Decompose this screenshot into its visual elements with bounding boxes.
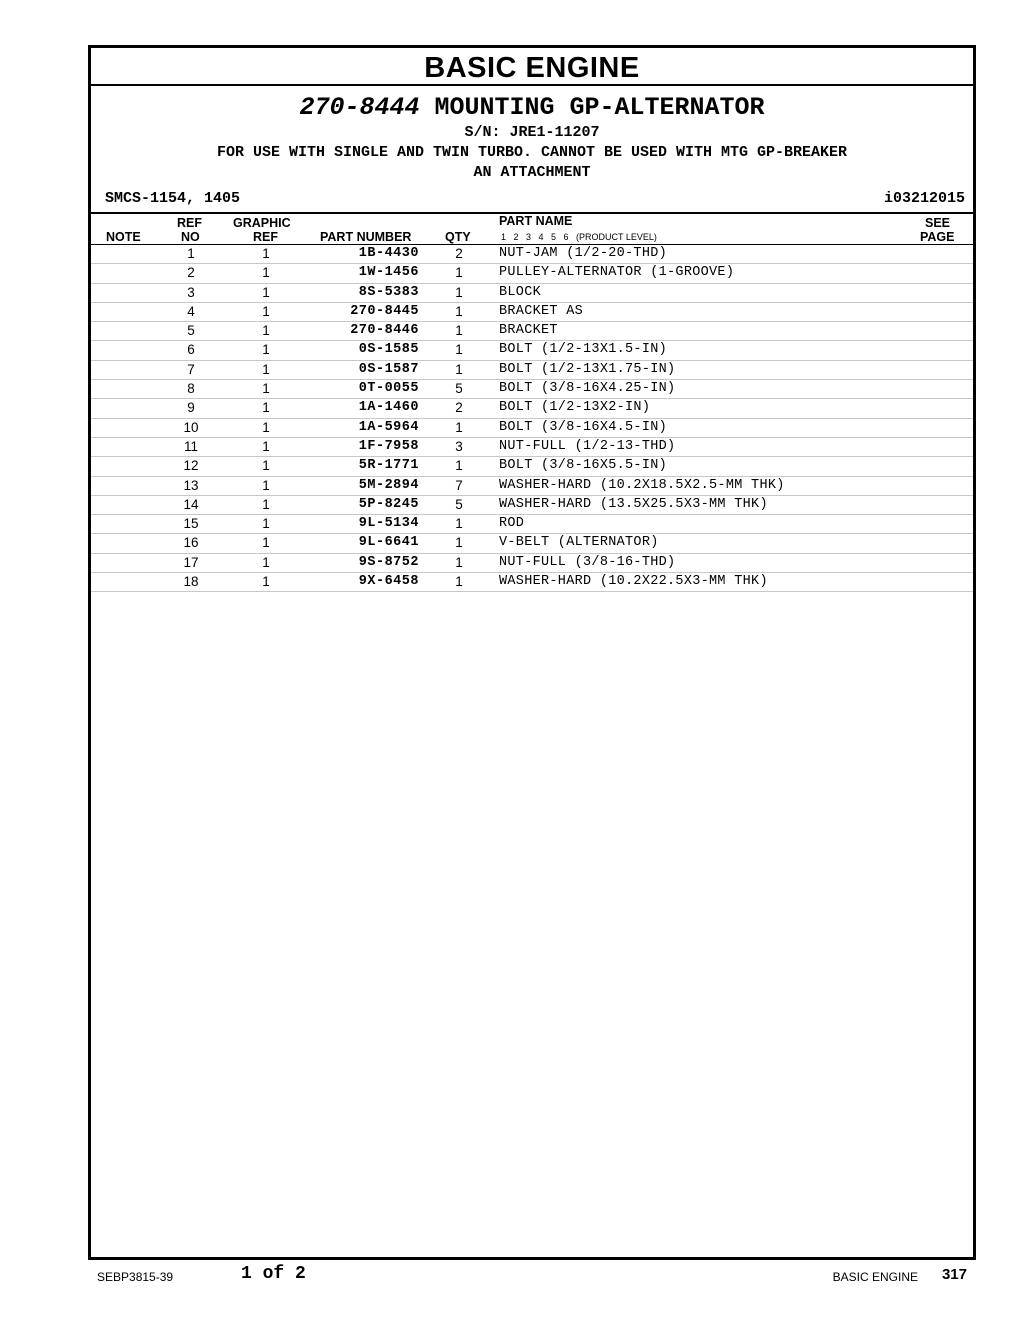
graphic-ref: 1 [262,284,270,300]
part-name: BOLT (3/8-16X4.25-IN) [499,381,676,397]
table-row [91,264,973,283]
ref-no: 1 [187,246,195,261]
group-title [91,93,973,123]
col-graphic-bottom: REF [253,230,278,244]
quantity: 1 [455,458,463,474]
ref-no: 7 [187,361,195,377]
part-name: BOLT (1/2-13X1.5-IN) [499,342,668,358]
part-number: 1W-1456 [358,265,419,281]
quantity: 1 [455,535,463,551]
ref-no: 6 [187,342,195,358]
graphic-ref: 1 [262,535,270,551]
page-frame [88,45,976,1260]
table-row [91,284,973,303]
quantity: 3 [455,438,463,454]
graphic-ref: 1 [262,400,270,416]
graphic-ref: 1 [262,516,270,532]
graphic-ref: 1 [262,574,270,590]
ref-no: 12 [183,458,199,474]
usage-note-line2: AN ATTACHMENT [473,164,591,181]
ref-no: 11 [183,438,198,454]
graphic-ref: 1 [262,246,270,261]
part-name: WASHER-HARD (13.5X25.5X3-MM THK) [499,496,768,512]
quantity: 1 [455,342,463,358]
graphic-ref: 1 [262,477,270,493]
part-name: NUT-JAM (1/2-20-THD) [499,246,668,261]
ref-no: 16 [183,535,199,551]
part-name: BOLT (3/8-16X4.5-IN) [499,419,668,435]
table-row [91,341,973,360]
part-name: BRACKET [499,323,558,339]
table-row [91,534,973,553]
quantity: 5 [455,496,463,512]
graphic-ref: 1 [262,554,270,570]
quantity: 7 [455,477,463,493]
col-ref-top: REF [177,216,202,230]
col-note: NOTE [106,230,141,244]
ref-no: 13 [183,477,199,493]
ref-no: 8 [187,381,195,397]
part-number: 9L-6641 [358,535,419,551]
group-heading [91,93,973,183]
graphic-ref: 1 [262,419,270,435]
part-name: WASHER-HARD (10.2X18.5X2.5-MM THK) [499,477,785,493]
col-ref-bottom: NO [181,230,200,244]
table-row [91,554,973,573]
table-row [91,477,973,496]
ref-no: 15 [183,516,199,532]
table-row [91,515,973,534]
graphic-ref: 1 [262,438,270,454]
table-row [91,322,973,341]
ref-no: 14 [183,496,199,512]
quantity: 2 [455,246,463,261]
usage-note-line1: FOR USE WITH SINGLE AND TWIN TURBO. CANNOT BE USED WITH MTG GP-BREAKER [216,144,848,161]
footer-doc-number: SEBP3815-39 [97,1270,174,1284]
quantity: 1 [455,516,463,532]
quantity: 1 [455,361,463,377]
column-headers [91,214,973,245]
table-row [91,438,973,457]
col-see-bottom: PAGE [920,230,955,244]
group-name: MOUNTING GP-ALTERNATOR [434,93,765,122]
illustration-id: i03212015 [883,190,965,207]
part-name: BRACKET AS [499,303,584,319]
part-number: 1A-5964 [358,419,419,435]
ref-no: 3 [187,284,195,300]
graphic-ref: 1 [262,265,270,281]
quantity: 2 [455,400,463,416]
quantity: 1 [455,284,463,300]
footer-page-of: 1 of 2 [241,1264,306,1284]
graphic-ref: 1 [262,458,270,474]
part-name: WASHER-HARD (10.2X22.5X3-MM THK) [499,574,768,590]
quantity: 5 [455,381,463,397]
graphic-ref: 1 [262,361,270,377]
section-title: BASIC ENGINE [91,48,973,86]
table-row [91,361,973,380]
serial-number: S/N: JRE1-11207 [464,124,600,141]
part-number: 0S-1585 [358,342,419,358]
quantity: 1 [455,303,463,319]
part-number: 9S-8752 [358,554,419,570]
part-number: 0T-0055 [358,381,419,397]
col-product-levels: 1 2 3 4 5 6 (PRODUCT LEVEL) [501,232,657,242]
col-part-name: PART NAME [499,214,573,228]
part-number: 1A-1460 [358,400,419,416]
table-row [91,245,973,264]
ref-no: 5 [187,323,195,339]
quantity: 1 [455,554,463,570]
part-number: 1B-4430 [358,246,419,261]
table-row [91,419,973,438]
part-number: 270-8445 [350,303,419,319]
footer-section: BASIC ENGINE [832,1270,918,1284]
ref-no: 4 [187,303,195,319]
part-number: 5P-8245 [358,496,419,512]
graphic-ref: 1 [262,323,270,339]
part-name: NUT-FULL (1/2-13-THD) [499,438,676,454]
table-row [91,399,973,418]
part-number: 5M-2894 [358,477,419,493]
part-name: BOLT (1/2-13X2-IN) [499,400,651,416]
col-qty: QTY [445,230,471,244]
footer-page-number: 317 [941,1266,967,1283]
table-row [91,496,973,515]
parts-list [91,245,973,592]
part-number: 5R-1771 [358,458,419,474]
part-number: 9L-5134 [358,516,419,532]
quantity: 1 [455,574,463,590]
table-row [91,380,973,399]
col-graphic-top: GRAPHIC [233,216,291,230]
table-row [91,573,973,592]
graphic-ref: 1 [262,381,270,397]
part-number: 9X-6458 [358,574,419,590]
part-name: NUT-FULL (3/8-16-THD) [499,554,676,570]
ref-no: 17 [183,554,199,570]
col-part-number: PART NUMBER [320,230,412,244]
quantity: 1 [455,265,463,281]
page-footer [0,1264,1020,1290]
part-number: 270-8446 [350,323,419,339]
graphic-ref: 1 [262,496,270,512]
smcs-codes: SMCS-1154, 1405 [105,190,241,207]
ref-no: 2 [187,265,195,281]
part-number: 8S-5383 [358,284,419,300]
ref-no: 10 [183,419,199,435]
smcs-row [91,188,973,210]
table-row [91,303,973,322]
table-row [91,457,973,476]
part-number: 0S-1587 [358,361,419,377]
graphic-ref: 1 [262,342,270,358]
part-name: BLOCK [499,284,542,300]
part-name: V-BELT (ALTERNATOR) [499,535,659,551]
part-name: PULLEY-ALTERNATOR (1-GROOVE) [499,265,735,281]
ref-no: 9 [187,400,195,416]
graphic-ref: 1 [262,303,270,319]
part-name: BOLT (1/2-13X1.75-IN) [499,361,676,377]
part-name: ROD [499,516,525,532]
col-see-top: SEE [925,216,951,230]
part-name: BOLT (3/8-16X5.5-IN) [499,458,668,474]
part-number: 1F-7958 [358,438,419,454]
quantity: 1 [455,419,463,435]
quantity: 1 [455,323,463,339]
group-part-number: 270-8444 [299,93,420,122]
ref-no: 18 [183,574,199,590]
